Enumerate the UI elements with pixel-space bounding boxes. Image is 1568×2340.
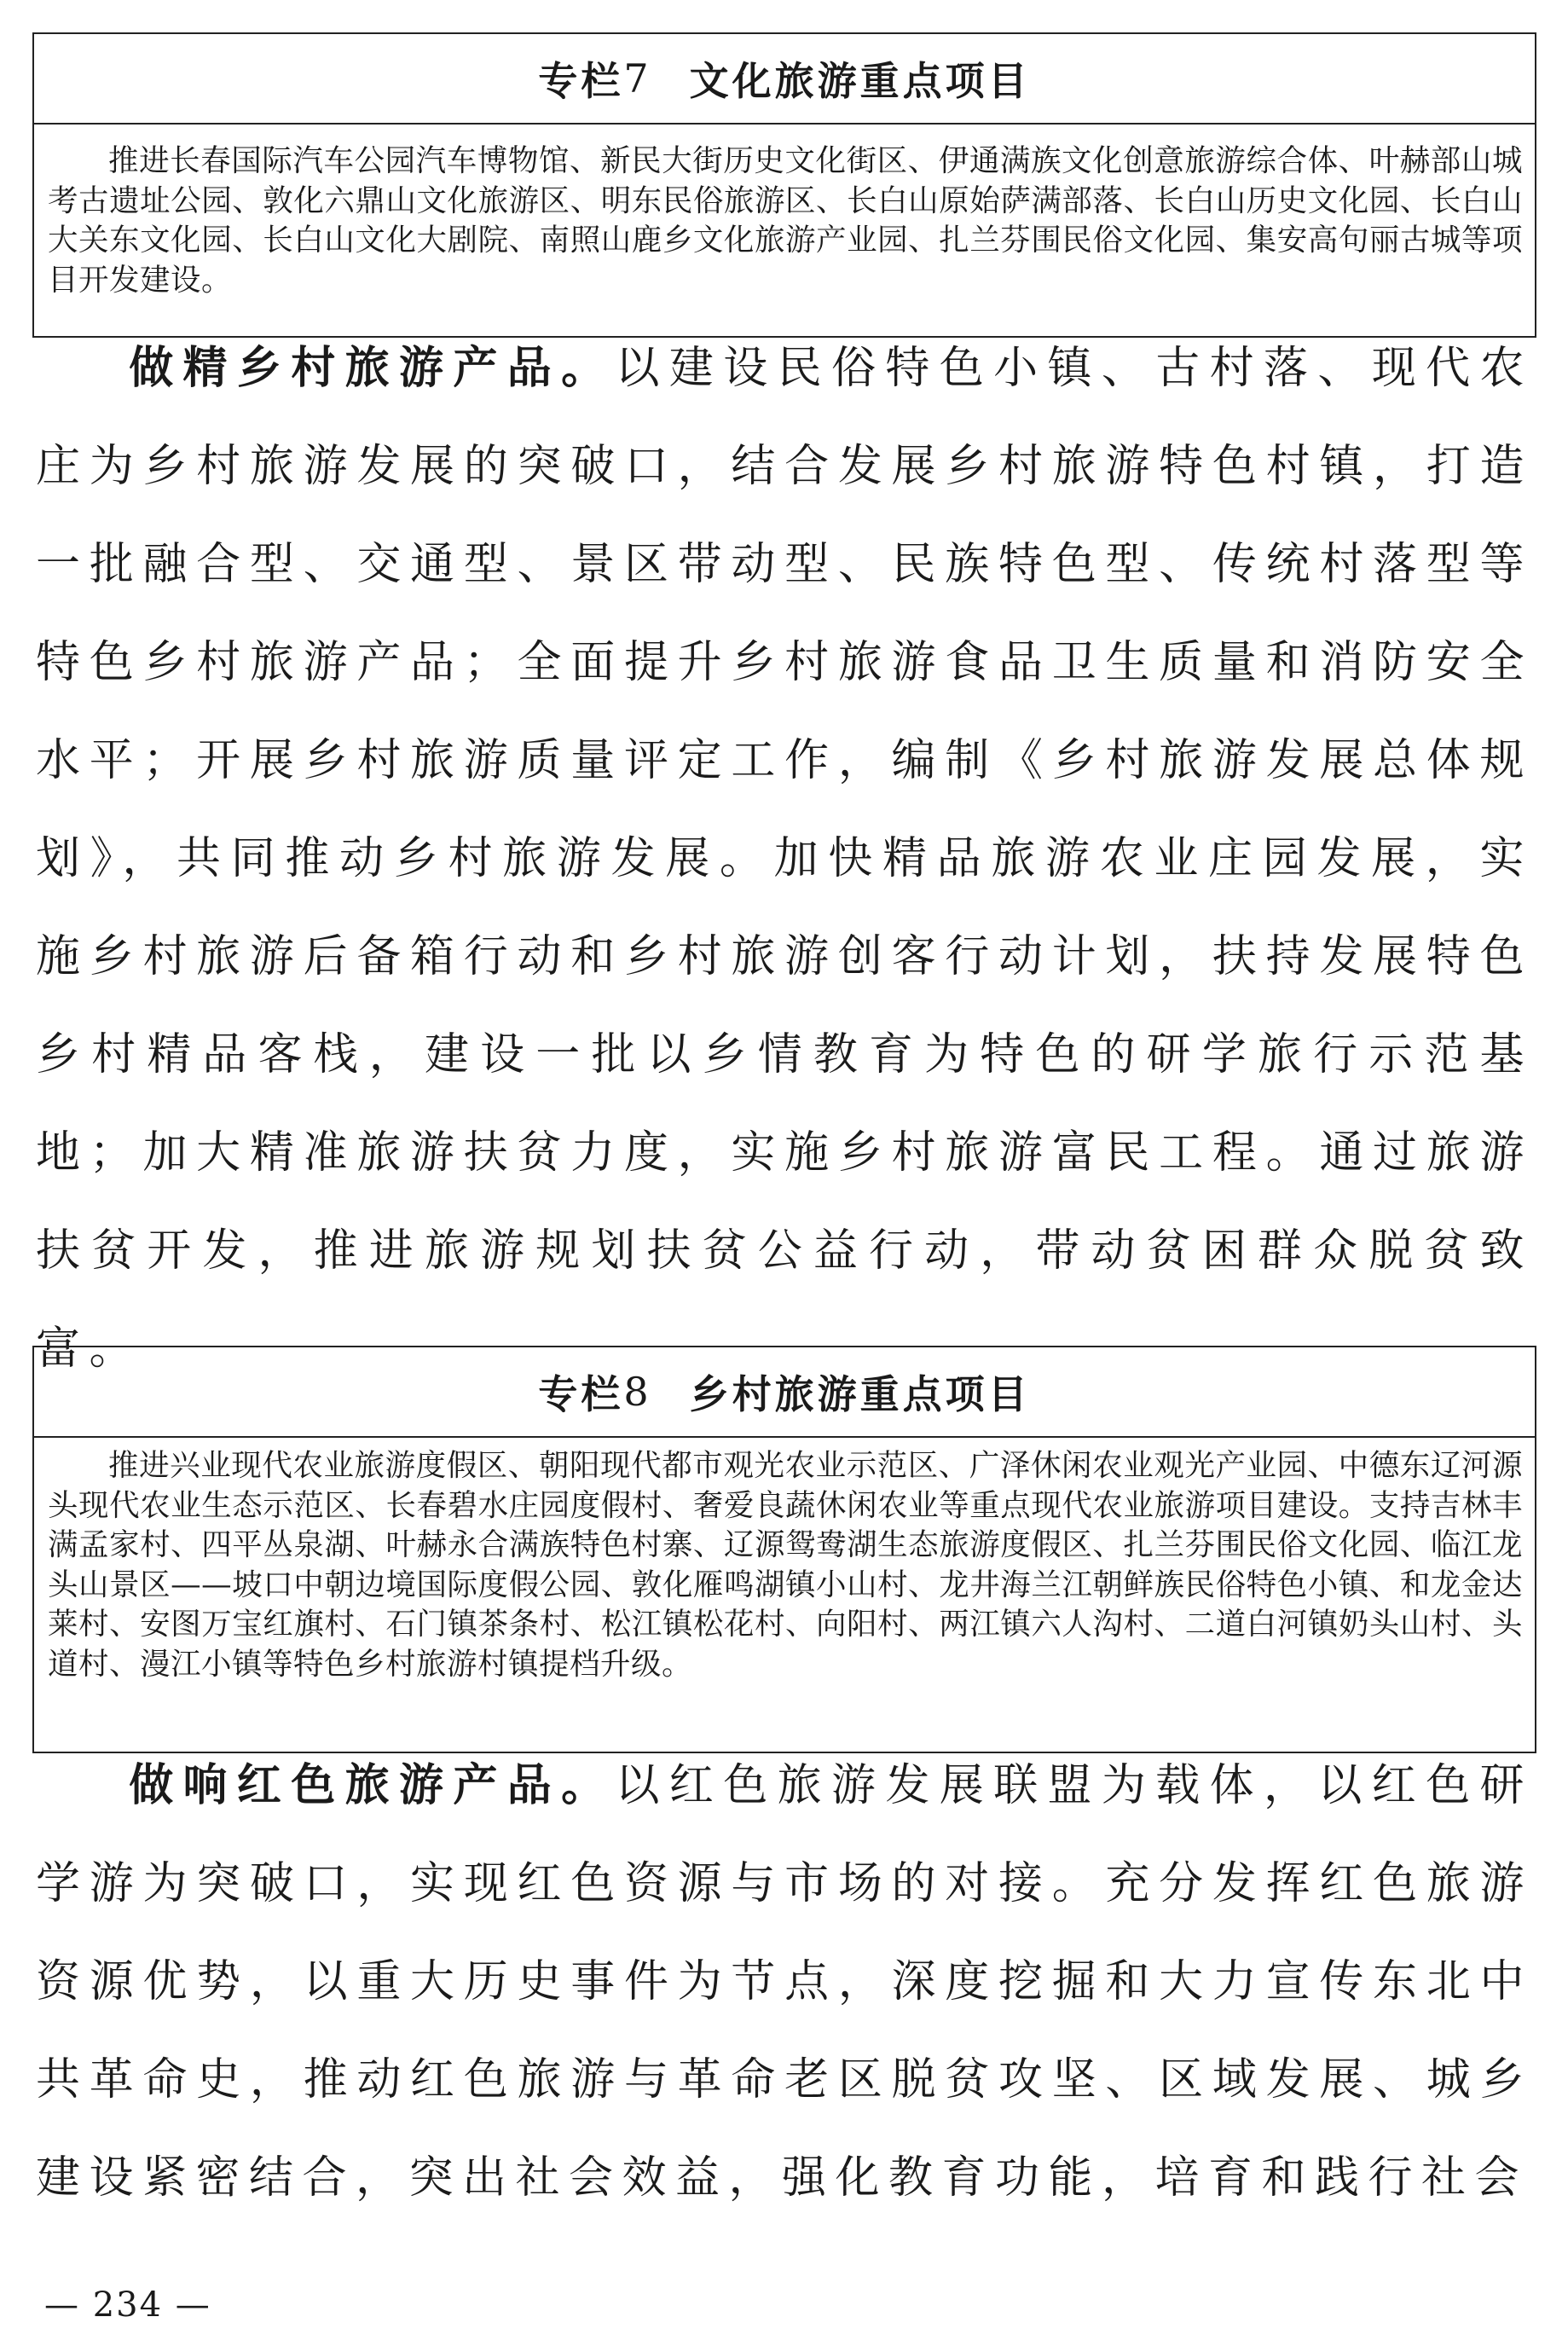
column-box-7-body: 推进长春国际汽车公园汽车博物馆、新民大街历史文化街区、伊通满族文化创意旅游综合体、叶赫部山城考古遗址公园、敦化六鼎山文化旅游区、明东民俗旅游区、长白山原始萨满部落、长白山历史文化园、长白山大关东文化园、长白山文化大剧院、南照山鹿乡文化旅游产业园、扎兰芬围民俗文化园、集安高句丽古城等项目开发建设。: [48, 143, 1523, 298]
column-box-7-header: [34, 34, 1535, 125]
paragraph-red-tourism: [36, 1737, 1533, 2227]
column-number: 7: [623, 55, 652, 101]
column-box-7: [32, 32, 1536, 338]
paragraph-text: 以红色旅游发展联盟为载体，以红色研学游为突破口，实现红色资源与市场的对接。充分发挥红色旅游资源优势，以重大历史事件为节点，深度挖掘和大力宣传东北中共革命史，推动红色旅游与革命老区脱贫攻坚、区域发展、城乡建设紧密结合，突出社会效益，强化教育功能，培育和践行社会: [36, 1760, 1533, 2204]
paragraph-lead: 做响红色旅游产品。: [129, 1760, 616, 1811]
paragraph-lead: 做精乡村旅游产品。: [129, 343, 616, 394]
column-title: 文化旅游重点项目: [689, 58, 1031, 104]
page-number: — 234 —: [44, 2285, 211, 2325]
column-number: 8: [623, 1369, 652, 1415]
column-box-8-header: [34, 1347, 1535, 1438]
column-label: 专栏: [538, 1371, 624, 1417]
column-box-8: [32, 1346, 1536, 1753]
column-box-8-body: 推进兴业现代农业旅游度假区、朝阳现代都市观光农业示范区、广泽休闲农业观光产业园、中德东辽河源头现代农业生态示范区、长春碧水庄园度假村、奢爱良蔬休闲农业等重点现代农业旅游项目建设。支持吉林丰满孟家村、四平丛泉湖、叶赫永合满族特色村寨、辽源鸳鸯湖生态旅游度假区、扎兰芬围民俗文化园、临江龙头山景区——坡口中朝边境国际度假公园、敦化雁鸣湖镇小山村、龙井海兰江朝鲜族民俗特色小镇、和龙金达莱村、安图万宝红旗村、石门镇茶条村、松江镇松花村、向阳村、两江镇六人沟村、二道白河镇奶头山村、头道村、漫江小镇等特色乡村旅游村镇提档升级。: [48, 1448, 1523, 1682]
column-title: 乡村旅游重点项目: [689, 1371, 1031, 1417]
column-label: 专栏: [538, 58, 624, 104]
paragraph-rural-tourism: [36, 320, 1533, 1399]
paragraph-text: 以建设民俗特色小镇、古村落、现代农庄为乡村旅游发展的突破口，结合发展乡村旅游特色村镇，打造一批融合型、交通型、景区带动型、民族特色型、传统村落型等特色乡村旅游产品；全面提升乡村旅游食品卫生质量和消防安全水平；开展乡村旅游质量评定工作，编制《乡村旅游发展总体规划》，共同推动乡村旅游发展。加快精品旅游农业庄园发展，实施乡村旅游后备箱行动和乡村旅游创客行动计划，扶持发展特色乡村精品客栈，建设一批以乡情教育为特色的研学旅行示范基地；加大精准旅游扶贫力度，实施乡村旅游富民工程。通过旅游扶贫开发，推进旅游规划扶贫公益行动，带动贫困群众脱贫致富。: [36, 343, 1533, 1375]
